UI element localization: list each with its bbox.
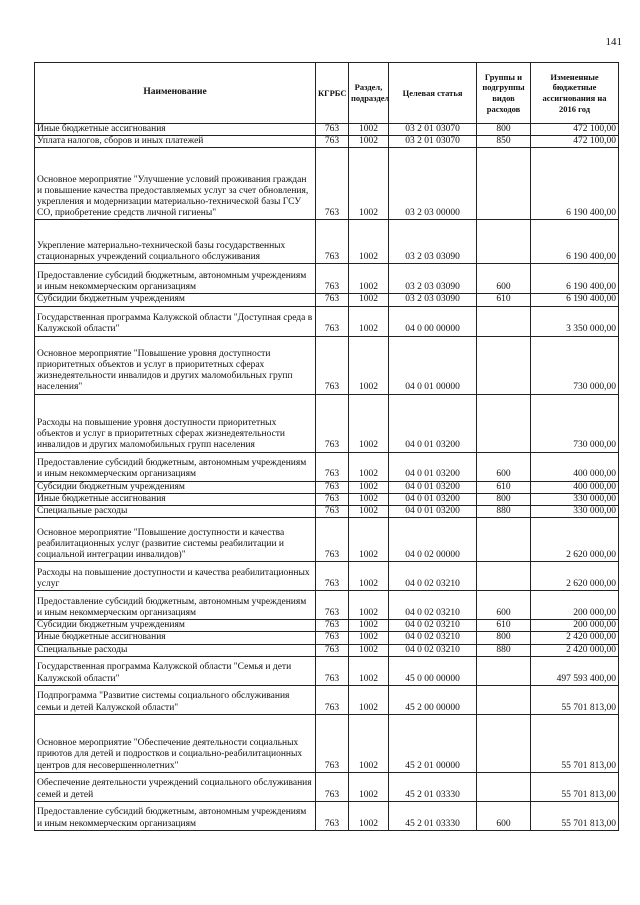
table-row bbox=[35, 714, 619, 772]
row-section: 1002 bbox=[349, 336, 389, 394]
row-section: 1002 bbox=[349, 714, 389, 772]
row-kgrbs: 763 bbox=[316, 306, 349, 336]
row-kgrbs: 763 bbox=[316, 685, 349, 714]
row-kgrbs: 763 bbox=[316, 493, 349, 505]
row-name: Субсидии бюджетным учреждениям bbox=[35, 481, 316, 493]
row-amount: 200 000,00 bbox=[531, 620, 619, 632]
table-row bbox=[35, 452, 619, 481]
row-kgrbs: 763 bbox=[316, 136, 349, 148]
row-section: 1002 bbox=[349, 136, 389, 148]
row-target: 45 2 00 00000 bbox=[389, 685, 477, 714]
row-name: Расходы на повышение уровня доступности приоритетных объектов и услуг в приоритетных сферах жизнедеятельности инвалидов и других маломобильных групп населения bbox=[35, 394, 316, 452]
row-target: 45 0 00 00000 bbox=[389, 656, 477, 685]
row-amount: 55 701 813,00 bbox=[531, 772, 619, 801]
row-amount: 400 000,00 bbox=[531, 481, 619, 493]
row-section: 1002 bbox=[349, 644, 389, 656]
row-section: 1002 bbox=[349, 148, 389, 220]
table-row bbox=[35, 644, 619, 656]
row-section: 1002 bbox=[349, 493, 389, 505]
row-kgrbs: 763 bbox=[316, 714, 349, 772]
row-group: 600 bbox=[477, 801, 531, 830]
header-section: Раздел, подраздел bbox=[349, 63, 389, 124]
row-amount: 400 000,00 bbox=[531, 452, 619, 481]
row-kgrbs: 763 bbox=[316, 620, 349, 632]
row-section: 1002 bbox=[349, 294, 389, 306]
row-group: 880 bbox=[477, 506, 531, 518]
row-name: Специальные расходы bbox=[35, 644, 316, 656]
row-group bbox=[477, 336, 531, 394]
header-target: Целевая статья bbox=[389, 63, 477, 124]
row-amount: 6 190 400,00 bbox=[531, 264, 619, 294]
row-kgrbs: 763 bbox=[316, 562, 349, 591]
row-amount: 2 620 000,00 bbox=[531, 518, 619, 562]
row-kgrbs: 763 bbox=[316, 294, 349, 306]
row-kgrbs: 763 bbox=[316, 772, 349, 801]
row-section: 1002 bbox=[349, 264, 389, 294]
row-name: Основное мероприятие "Улучшение условий проживания граждан и повышение качества предоставляемых услуг за счет обновления, укрепления и модернизации материально-технической базы ГСУ СО, приобретение средств личной гигиены" bbox=[35, 148, 316, 220]
table-row bbox=[35, 685, 619, 714]
row-target: 03 2 01 03070 bbox=[389, 124, 477, 136]
row-target: 04 0 01 03200 bbox=[389, 493, 477, 505]
row-target: 04 0 02 00000 bbox=[389, 518, 477, 562]
row-section: 1002 bbox=[349, 394, 389, 452]
row-name: Предоставление субсидий бюджетным, автономным учреждениям и иным некоммерческим организациям bbox=[35, 452, 316, 481]
row-name: Обеспечение деятельности учреждений социального обслуживания семей и детей bbox=[35, 772, 316, 801]
row-target: 03 2 03 03090 bbox=[389, 220, 477, 264]
row-section: 1002 bbox=[349, 306, 389, 336]
row-kgrbs: 763 bbox=[316, 591, 349, 620]
table-row bbox=[35, 481, 619, 493]
row-kgrbs: 763 bbox=[316, 452, 349, 481]
row-amount: 497 593 400,00 bbox=[531, 656, 619, 685]
row-group bbox=[477, 148, 531, 220]
row-target: 04 0 01 03200 bbox=[389, 394, 477, 452]
row-target: 45 2 01 03330 bbox=[389, 801, 477, 830]
row-kgrbs: 763 bbox=[316, 506, 349, 518]
row-group bbox=[477, 562, 531, 591]
row-target: 03 2 01 03070 bbox=[389, 136, 477, 148]
row-group bbox=[477, 772, 531, 801]
row-amount: 6 190 400,00 bbox=[531, 294, 619, 306]
row-amount: 472 100,00 bbox=[531, 136, 619, 148]
row-name: Субсидии бюджетным учреждениям bbox=[35, 294, 316, 306]
row-amount: 2 420 000,00 bbox=[531, 644, 619, 656]
row-name: Основное мероприятие "Повышение уровня доступности приоритетных объектов и услуг в приоритетных сферах жизнедеятельности инвалидов и других маломобильных групп населения" bbox=[35, 336, 316, 394]
row-amount: 2 620 000,00 bbox=[531, 562, 619, 591]
row-name: Уплата налогов, сборов и иных платежей bbox=[35, 136, 316, 148]
table-row bbox=[35, 632, 619, 644]
row-amount: 6 190 400,00 bbox=[531, 220, 619, 264]
table-row bbox=[35, 656, 619, 685]
row-name: Предоставление субсидий бюджетным, автономным учреждениям и иным некоммерческим организациям bbox=[35, 591, 316, 620]
row-amount: 55 701 813,00 bbox=[531, 685, 619, 714]
budget-table bbox=[34, 62, 619, 831]
row-target: 04 0 02 03210 bbox=[389, 644, 477, 656]
row-target: 04 0 02 03210 bbox=[389, 591, 477, 620]
row-name: Специальные расходы bbox=[35, 506, 316, 518]
row-section: 1002 bbox=[349, 124, 389, 136]
row-kgrbs: 763 bbox=[316, 394, 349, 452]
row-section: 1002 bbox=[349, 481, 389, 493]
header-amount: Измененные бюджетные ассигнования на 2016 год bbox=[531, 63, 619, 124]
row-section: 1002 bbox=[349, 620, 389, 632]
row-group bbox=[477, 714, 531, 772]
row-name: Государственная программа Калужской области "Доступная среда в Калужской области" bbox=[35, 306, 316, 336]
row-target: 45 2 01 03330 bbox=[389, 772, 477, 801]
row-kgrbs: 763 bbox=[316, 518, 349, 562]
row-kgrbs: 763 bbox=[316, 336, 349, 394]
row-target: 04 0 01 03200 bbox=[389, 506, 477, 518]
row-target: 04 0 01 03200 bbox=[389, 481, 477, 493]
row-target: 03 2 03 03090 bbox=[389, 294, 477, 306]
row-target: 03 2 03 03090 bbox=[389, 264, 477, 294]
row-group: 800 bbox=[477, 493, 531, 505]
row-group: 610 bbox=[477, 620, 531, 632]
row-kgrbs: 763 bbox=[316, 124, 349, 136]
row-target: 03 2 03 00000 bbox=[389, 148, 477, 220]
table-row bbox=[35, 493, 619, 505]
row-group: 800 bbox=[477, 124, 531, 136]
row-kgrbs: 763 bbox=[316, 801, 349, 830]
row-amount: 6 190 400,00 bbox=[531, 148, 619, 220]
row-group bbox=[477, 685, 531, 714]
row-group: 880 bbox=[477, 644, 531, 656]
table-row bbox=[35, 591, 619, 620]
row-target: 04 0 01 03200 bbox=[389, 452, 477, 481]
table-row bbox=[35, 772, 619, 801]
row-name: Укрепление материально-технической базы государственных стационарных учреждений социального обслуживания bbox=[35, 220, 316, 264]
row-amount: 55 701 813,00 bbox=[531, 714, 619, 772]
table-row bbox=[35, 801, 619, 830]
row-amount: 55 701 813,00 bbox=[531, 801, 619, 830]
row-name: Иные бюджетные ассигнования bbox=[35, 493, 316, 505]
row-group: 850 bbox=[477, 136, 531, 148]
row-group: 600 bbox=[477, 591, 531, 620]
row-target: 04 0 02 03210 bbox=[389, 562, 477, 591]
row-group bbox=[477, 220, 531, 264]
row-group bbox=[477, 394, 531, 452]
row-kgrbs: 763 bbox=[316, 481, 349, 493]
row-amount: 3 350 000,00 bbox=[531, 306, 619, 336]
row-group: 600 bbox=[477, 264, 531, 294]
row-section: 1002 bbox=[349, 801, 389, 830]
row-kgrbs: 763 bbox=[316, 220, 349, 264]
row-kgrbs: 763 bbox=[316, 656, 349, 685]
row-group: 610 bbox=[477, 294, 531, 306]
table-row bbox=[35, 336, 619, 394]
header-kgrbs: КГРБС bbox=[316, 63, 349, 124]
table-row bbox=[35, 124, 619, 136]
table-row bbox=[35, 506, 619, 518]
row-name: Подпрограмма "Развитие системы социального обслуживания семьи и детей Калужской области" bbox=[35, 685, 316, 714]
row-group: 600 bbox=[477, 452, 531, 481]
row-name: Основное мероприятие "Обеспечение деятельности социальных приютов для детей и подростков и социально-реабилитационных центров для несовершеннолетних" bbox=[35, 714, 316, 772]
header-groups: Группы и подгруппы видов расходов bbox=[477, 63, 531, 124]
row-section: 1002 bbox=[349, 506, 389, 518]
row-section: 1002 bbox=[349, 772, 389, 801]
row-amount: 730 000,00 bbox=[531, 394, 619, 452]
row-name: Расходы на повышение доступности и качества реабилитационных услуг bbox=[35, 562, 316, 591]
row-group bbox=[477, 656, 531, 685]
row-group: 800 bbox=[477, 632, 531, 644]
table-row bbox=[35, 294, 619, 306]
row-kgrbs: 763 bbox=[316, 632, 349, 644]
row-target: 04 0 01 00000 bbox=[389, 336, 477, 394]
row-target: 04 0 02 03210 bbox=[389, 620, 477, 632]
row-amount: 330 000,00 bbox=[531, 506, 619, 518]
table-row bbox=[35, 148, 619, 220]
page-number: 141 bbox=[605, 36, 622, 48]
row-amount: 2 420 000,00 bbox=[531, 632, 619, 644]
row-amount: 200 000,00 bbox=[531, 591, 619, 620]
table-row bbox=[35, 264, 619, 294]
row-name: Субсидии бюджетным учреждениям bbox=[35, 620, 316, 632]
row-kgrbs: 763 bbox=[316, 148, 349, 220]
row-kgrbs: 763 bbox=[316, 644, 349, 656]
row-section: 1002 bbox=[349, 632, 389, 644]
row-target: 04 0 00 00000 bbox=[389, 306, 477, 336]
row-name: Государственная программа Калужской области "Семья и дети Калужской области" bbox=[35, 656, 316, 685]
row-section: 1002 bbox=[349, 562, 389, 591]
row-section: 1002 bbox=[349, 452, 389, 481]
row-section: 1002 bbox=[349, 656, 389, 685]
row-name: Основное мероприятие "Повышение доступности и качества реабилитационных услуг (развитие системы реабилитации и социальной интеграции инвалидов)" bbox=[35, 518, 316, 562]
row-name: Предоставление субсидий бюджетным, автономным учреждениям и иным некоммерческим организациям bbox=[35, 264, 316, 294]
row-target: 45 2 01 00000 bbox=[389, 714, 477, 772]
table-body bbox=[35, 124, 619, 831]
row-section: 1002 bbox=[349, 518, 389, 562]
table-row bbox=[35, 306, 619, 336]
row-group bbox=[477, 518, 531, 562]
table-row bbox=[35, 518, 619, 562]
table-row bbox=[35, 394, 619, 452]
header-name: Наименование bbox=[35, 63, 316, 124]
row-section: 1002 bbox=[349, 220, 389, 264]
row-target: 04 0 02 03210 bbox=[389, 632, 477, 644]
row-section: 1002 bbox=[349, 591, 389, 620]
row-name: Иные бюджетные ассигнования bbox=[35, 124, 316, 136]
table-row bbox=[35, 562, 619, 591]
row-name: Предоставление субсидий бюджетным, автономным учреждениям и иным некоммерческим организациям bbox=[35, 801, 316, 830]
table-row bbox=[35, 136, 619, 148]
table-row bbox=[35, 220, 619, 264]
table-header-row bbox=[35, 63, 619, 124]
row-section: 1002 bbox=[349, 685, 389, 714]
row-kgrbs: 763 bbox=[316, 264, 349, 294]
row-amount: 472 100,00 bbox=[531, 124, 619, 136]
row-name: Иные бюджетные ассигнования bbox=[35, 632, 316, 644]
row-group: 610 bbox=[477, 481, 531, 493]
row-group bbox=[477, 306, 531, 336]
row-amount: 330 000,00 bbox=[531, 493, 619, 505]
table-row bbox=[35, 620, 619, 632]
row-amount: 730 000,00 bbox=[531, 336, 619, 394]
